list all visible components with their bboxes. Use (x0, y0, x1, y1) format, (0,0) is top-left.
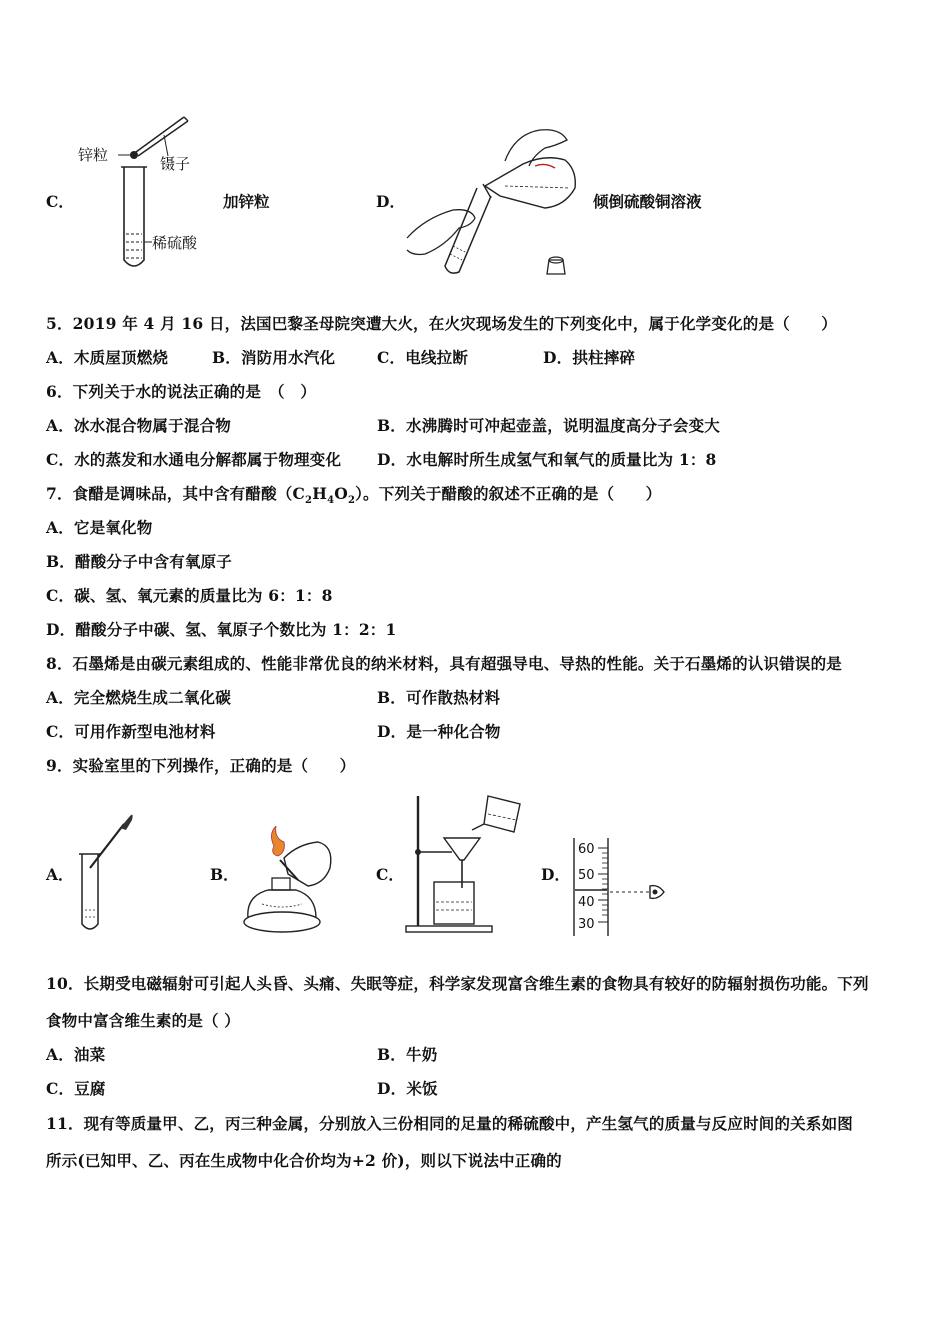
q10-option-a: A．油菜 (46, 1045, 106, 1064)
svg-text:40: 40 (578, 895, 595, 910)
q9-stem: 9．实验室里的下列操作，正确的是（ ） (46, 756, 356, 775)
svg-text:60: 60 (578, 842, 595, 857)
q4-option-c-letter: C． (46, 192, 74, 211)
q7-stem: 7．食醋是调味品，其中含有醋酸$(C_2H_4O_2)$。下列关于醋酸的叙述不正确的是（ ） (46, 484, 662, 507)
svg-text:30: 30 (578, 917, 595, 932)
q10-stem-line1: 10．长期受电磁辐射可引起人头昏、头痛、失眠等症，科学家发现富含维生素的食物具有较好的防辐射损伤功能。下列 (46, 974, 869, 993)
q4-option-d-figure (405, 126, 585, 281)
q7-option-c: C．碳、氢、氧元素的质量比为 6：1：8 (46, 586, 333, 605)
q6-option-a: A．冰水混合物属于混合物 (46, 416, 231, 435)
q9-option-d-letter: D． (541, 865, 570, 884)
q4-option-d-letter: D． (376, 192, 405, 211)
tweezers-label: 镊子 (160, 155, 191, 173)
q10-option-c: C．豆腐 (46, 1079, 106, 1098)
q9-option-a-letter: A． (46, 865, 74, 884)
q5-option-b: B．消防用水汽化 (212, 348, 336, 367)
q9-option-c-letter: C． (376, 865, 404, 884)
q5-option-d: D．拱柱摔碎 (543, 348, 636, 367)
q10-stem-line2: 食物中富含维生素的是（ ） (46, 1011, 240, 1030)
q9-option-b-letter: B． (210, 865, 239, 884)
q5-stem: 5．2019 年 4 月 16 日，法国巴黎圣母院突遭大火，在火灾现场发生的下列变化中，属于化学变化的是（ ） (46, 314, 837, 333)
zinc-label: 锌粒 (78, 146, 109, 164)
q8-option-c: C．可用作新型电池材料 (46, 722, 216, 741)
q8-option-a: A．完全燃烧生成二氧化碳 (46, 688, 231, 707)
q6-option-d: D．水电解时所生成氢气和氧气的质量比为 1：8 (377, 450, 717, 469)
q4-option-c-caption: 加锌粒 (223, 192, 270, 211)
q8-option-d: D．是一种化合物 (377, 722, 501, 741)
q9-option-b-lamp-figure (238, 826, 338, 936)
q5-option-a: A．木质屋顶燃烧 (46, 348, 169, 367)
q4-option-d-caption: 倾倒硫酸铜溶液 (593, 192, 702, 211)
q4-option-c-figure (76, 112, 216, 282)
q9-option-c-filtration-figure (402, 790, 527, 935)
q11-stem-line1: 11．现有等质量甲、乙，丙三种金属，分别放入三份相同的足量的稀硫酸中，产生氢气的质量与反应时间的关系如图 (46, 1114, 853, 1133)
q11-stem-line2: 所示(已知甲、乙、丙在生成物中化合价均为+2 价)，则以下说法中正确的 (46, 1151, 562, 1170)
q10-option-d: D．米饭 (377, 1079, 438, 1098)
q6-option-c: C．水的蒸发和水通电分解都属于物理变化 (46, 450, 342, 469)
svg-text:50: 50 (578, 868, 595, 883)
q9-option-a-dropper-figure (76, 810, 136, 935)
q7-option-b: B．醋酸分子中含有氧原子 (46, 552, 233, 571)
q8-stem: 8．石墨烯是由碳元素组成的、性能非常优良的纳米材料，具有超强导电、导热的性能。关于石墨烯的认识错误的是 (46, 654, 842, 673)
q6-option-b: B．水沸腾时可冲起壶盖，说明温度高分子会变大 (377, 416, 721, 435)
q8-option-b: B．可作散热材料 (377, 688, 501, 707)
q7-option-d: D．醋酸分子中碳、氢、氧原子个数比为 1：2：1 (46, 620, 397, 639)
acid-label: 稀硫酸 (152, 234, 198, 252)
q9-option-d-cylinder-figure (570, 834, 670, 938)
q6-stem: 6．下列关于水的说法正确的是 （ ） (46, 382, 317, 401)
q10-option-b: B．牛奶 (377, 1045, 438, 1064)
q5-option-c: C．电线拉断 (377, 348, 469, 367)
q7-option-a: A．它是氧化物 (46, 518, 153, 537)
